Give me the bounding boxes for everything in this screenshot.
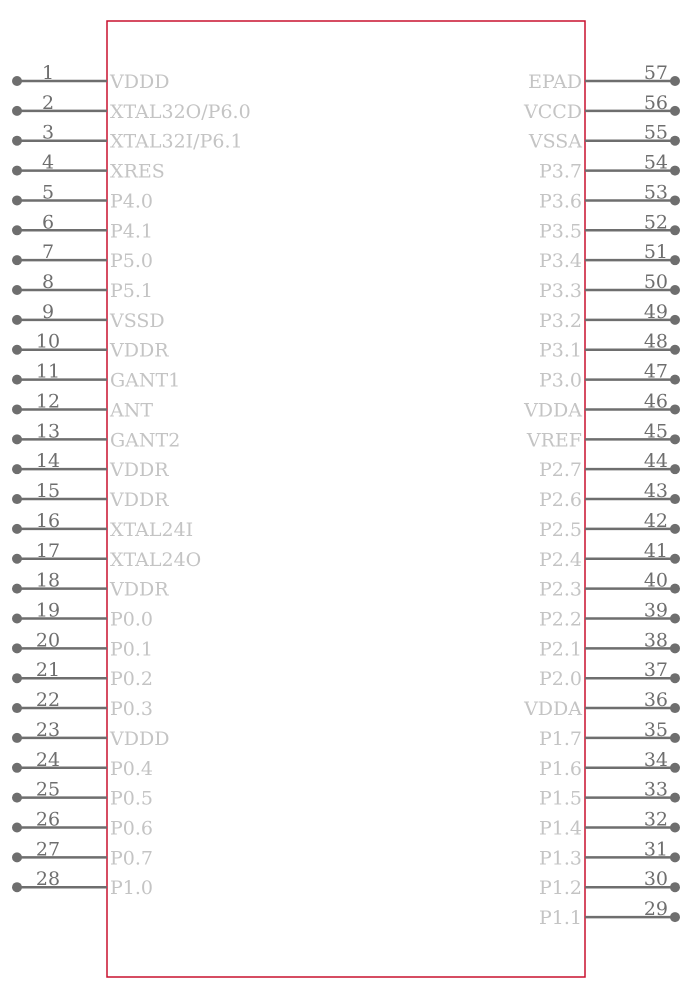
pin-27: [12, 838, 153, 869]
pin-connection-dot: [12, 643, 22, 653]
pin-connection-dot: [670, 195, 680, 205]
pin-number: 17: [35, 539, 61, 562]
pin-connection-dot: [670, 703, 680, 713]
pin-connection-dot: [12, 793, 22, 803]
pin-number: 8: [41, 271, 55, 294]
pin-number: 52: [643, 211, 668, 234]
pin-connection-dot: [12, 852, 22, 862]
pin-name-label: VDDD: [110, 71, 170, 93]
pin-number: 23: [35, 718, 61, 741]
pin-number: 33: [643, 778, 668, 801]
pin-3: [12, 122, 243, 153]
pin-connection-dot: [12, 733, 22, 743]
pin-46: [523, 390, 680, 421]
pin-name-label: XTAL24I: [110, 518, 194, 541]
pin-40: [539, 570, 680, 601]
pin-52: [539, 211, 680, 242]
pin-number: 46: [643, 390, 668, 413]
pin-name-label: P0.4: [110, 757, 154, 780]
pin-number: 44: [643, 450, 668, 473]
pin-name-label: P0.0: [110, 608, 154, 631]
pin-connection-dot: [670, 584, 680, 594]
pin-8: [12, 271, 153, 302]
pin-name-label: P0.6: [110, 817, 154, 840]
pin-31: [539, 838, 680, 869]
pin-name-label: GANT2: [110, 429, 181, 452]
pin-54: [539, 152, 680, 183]
pin-number: 19: [35, 599, 61, 622]
pin-number: 49: [643, 300, 668, 323]
pin-connection-dot: [670, 673, 680, 683]
pin-name-label: P4.1: [110, 220, 154, 243]
pin-connection-dot: [670, 524, 680, 534]
pin-name-label: P1.5: [538, 787, 582, 810]
pin-number: 15: [35, 480, 61, 503]
pin-43: [539, 480, 680, 511]
pin-name-label: P3.7: [538, 160, 582, 183]
pin-16: [12, 510, 193, 541]
pin-number: 21: [35, 659, 61, 682]
pin-connection-dot: [670, 733, 680, 743]
pin-name-label: P5.0: [110, 250, 154, 273]
pin-name-label: VDDR: [110, 459, 169, 482]
pin-21: [12, 659, 153, 690]
pin-13: [12, 420, 180, 451]
pin-connection-dot: [12, 823, 22, 833]
pin-20: [12, 629, 153, 660]
pin-number: 36: [643, 689, 668, 712]
pin-38: [539, 629, 680, 660]
pin-name-label: VREF: [526, 429, 582, 452]
pin-name-label: VDDR: [110, 339, 169, 362]
pin-number: 53: [643, 181, 668, 204]
pin-connection-dot: [670, 225, 680, 235]
pin-connection-dot: [670, 345, 680, 355]
pin-4: [12, 152, 165, 183]
pin-name-label: XRES: [110, 160, 165, 183]
pin-33: [539, 779, 680, 810]
pin-number: 41: [643, 539, 668, 562]
pin-name-label: EPAD: [528, 71, 582, 93]
pin-name-label: P3.0: [538, 369, 582, 392]
ic-body-outline: [107, 21, 585, 977]
pin-50: [539, 271, 680, 302]
pin-number: 48: [643, 330, 668, 353]
pin-name-label: P3.4: [538, 250, 582, 273]
pin-number: 42: [643, 509, 668, 532]
pin-number: 43: [643, 480, 668, 503]
pin-number: 29: [643, 898, 668, 921]
pin-connection-dot: [12, 404, 22, 414]
pin-number: 3: [41, 121, 55, 144]
pin-number: 37: [643, 659, 668, 682]
pin-number: 47: [643, 360, 668, 383]
pin-name-label: P1.7: [538, 727, 582, 750]
pin-number: 31: [643, 838, 668, 861]
pin-connection-dot: [12, 285, 22, 295]
pin-connection-dot: [12, 136, 22, 146]
pin-name-label: VSSA: [528, 130, 582, 153]
pin-19: [12, 599, 153, 630]
pin-name-label: P2.7: [538, 459, 582, 482]
pin-number: 54: [643, 151, 668, 174]
pin-name-label: P5.1: [110, 280, 154, 303]
pin-connection-dot: [670, 852, 680, 862]
pin-1: [12, 62, 169, 93]
pin-connection-dot: [670, 136, 680, 146]
pin-number: 56: [643, 91, 668, 114]
pin-connection-dot: [12, 613, 22, 623]
pin-connection-dot: [12, 225, 22, 235]
pin-number: 4: [41, 151, 55, 174]
pin-connection-dot: [670, 434, 680, 444]
pin-29: [539, 898, 680, 929]
pin-14: [12, 450, 169, 481]
pin-connection-dot: [12, 554, 22, 564]
pin-53: [539, 181, 680, 212]
pin-name-label: P3.2: [538, 309, 582, 332]
pin-connection-dot: [12, 166, 22, 176]
pin-connection-dot: [12, 195, 22, 205]
pin-connection-dot: [12, 106, 22, 116]
pin-number: 6: [41, 211, 55, 234]
pin-number: 14: [35, 450, 61, 473]
pin-connection-dot: [670, 793, 680, 803]
pin-name-label: VDDR: [110, 578, 169, 601]
pin-41: [539, 540, 680, 571]
pin-connection-dot: [670, 643, 680, 653]
pin-32: [539, 809, 680, 840]
pin-49: [539, 301, 680, 332]
pin-number: 27: [35, 838, 61, 861]
pin-connection-dot: [12, 315, 22, 325]
pin-name-label: P3.6: [538, 190, 582, 213]
pin-connection-dot: [12, 882, 22, 892]
pin-number: 26: [35, 808, 61, 831]
pin-number: 28: [35, 868, 61, 891]
pin-7: [12, 241, 153, 272]
pin-36: [523, 689, 680, 720]
pin-34: [539, 749, 680, 780]
pin-name-label: P2.1: [538, 638, 582, 661]
pin-name-label: P2.2: [538, 608, 582, 631]
pin-number: 50: [643, 271, 668, 294]
pin-number: 2: [41, 91, 55, 114]
pin-name-label: P1.0: [110, 877, 154, 900]
pin-connection-dot: [12, 673, 22, 683]
pin-45: [526, 420, 680, 451]
pin-connection-dot: [670, 315, 680, 325]
pin-number: 13: [35, 420, 61, 443]
pin-name-label: P0.2: [110, 668, 154, 691]
pin-connection-dot: [670, 823, 680, 833]
left-pin-column: [12, 62, 251, 899]
pin-connection-dot: [12, 345, 22, 355]
pin-number: 12: [35, 390, 61, 413]
pin-26: [12, 809, 153, 840]
pin-number: 39: [643, 599, 668, 622]
pin-number: 18: [35, 569, 61, 592]
pin-11: [12, 361, 180, 392]
pin-2: [12, 92, 251, 123]
pin-connection-dot: [670, 554, 680, 564]
pin-44: [539, 450, 680, 481]
pin-number: 25: [35, 778, 61, 801]
pin-connection-dot: [670, 882, 680, 892]
pin-connection-dot: [12, 494, 22, 504]
pin-connection-dot: [12, 584, 22, 594]
pin-number: 10: [35, 330, 61, 353]
pin-name-label: VDDR: [110, 489, 169, 512]
pin-name-label: ANT: [110, 399, 154, 422]
pin-name-label: P1.4: [538, 817, 582, 840]
pin-name-label: P0.1: [110, 638, 154, 661]
pin-name-label: XTAL32I/P6.1: [110, 130, 243, 153]
pin-name-label: P4.0: [110, 190, 154, 213]
pin-name-label: P3.3: [538, 280, 582, 303]
pin-connection-dot: [670, 375, 680, 385]
pin-connection-dot: [670, 912, 680, 922]
pin-name-label: P1.6: [538, 757, 582, 780]
pin-number: 11: [35, 360, 61, 383]
pin-number: 24: [35, 748, 61, 771]
pin-name-label: P3.1: [538, 339, 582, 362]
pin-51: [539, 241, 680, 272]
pin-name-label: VSSD: [110, 309, 165, 332]
pin-connection-dot: [670, 255, 680, 265]
pin-connection-dot: [670, 285, 680, 295]
pin-10: [12, 331, 169, 362]
pin-connection-dot: [12, 763, 22, 773]
pin-35: [539, 719, 680, 750]
pin-24: [12, 749, 153, 780]
pin-number: 32: [643, 808, 668, 831]
pin-connection-dot: [670, 166, 680, 176]
pin-37: [539, 659, 680, 690]
pin-connection-dot: [670, 494, 680, 504]
pin-39: [539, 599, 680, 630]
pin-connection-dot: [670, 106, 680, 116]
pin-connection-dot: [12, 76, 22, 86]
pin-name-label: VDDA: [524, 698, 582, 721]
pin-number: 9: [41, 300, 55, 323]
pin-18: [12, 570, 169, 601]
pin-name-label: P1.3: [538, 847, 582, 870]
pin-connection-dot: [12, 703, 22, 713]
pin-connection-dot: [12, 524, 22, 534]
pin-25: [12, 779, 153, 810]
pin-6: [12, 211, 153, 242]
pin-connection-dot: [12, 255, 22, 265]
pin-connection-dot: [670, 76, 680, 86]
pin-name-label: VDDD: [110, 727, 170, 750]
pin-56: [523, 92, 680, 123]
pin-number: 45: [643, 420, 668, 443]
pin-name-label: P0.5: [110, 787, 154, 810]
pin-number: 35: [643, 718, 668, 741]
pin-name-label: P1.2: [538, 877, 582, 900]
pin-name-label: XTAL24O: [110, 548, 202, 571]
pin-connection-dot: [670, 404, 680, 414]
pin-name-label: VDDA: [524, 399, 582, 422]
pin-name-label: GANT1: [110, 369, 181, 392]
pin-number: 51: [643, 241, 668, 264]
pin-name-label: P0.7: [110, 847, 154, 870]
pin-name-label: VCCD: [523, 100, 582, 123]
pin-name-label: P2.6: [538, 489, 582, 512]
pin-number: 1: [41, 62, 55, 84]
pin-name-label: P1.1: [538, 907, 582, 930]
pin-number: 20: [35, 629, 61, 652]
pin-name-label: P0.3: [110, 698, 154, 721]
pin-12: [12, 390, 153, 421]
pin-connection-dot: [670, 464, 680, 474]
pin-connection-dot: [670, 763, 680, 773]
pin-number: 38: [643, 629, 668, 652]
pin-23: [12, 719, 169, 750]
pin-connection-dot: [12, 464, 22, 474]
pin-number: 40: [643, 569, 668, 592]
pin-number: 16: [35, 509, 61, 532]
pin-9: [12, 301, 165, 332]
pin-name-label: XTAL32O/P6.0: [110, 100, 251, 123]
pin-47: [539, 361, 680, 392]
pin-57: [528, 62, 680, 93]
pin-5: [12, 181, 153, 212]
pin-48: [539, 331, 680, 362]
pin-name-label: P2.5: [538, 518, 582, 541]
pin-connection-dot: [12, 434, 22, 444]
pin-15: [12, 480, 169, 511]
pin-55: [528, 122, 680, 153]
pin-22: [12, 689, 153, 720]
pin-42: [539, 510, 680, 541]
pin-name-label: P2.4: [538, 548, 582, 571]
pin-number: 22: [35, 689, 61, 712]
pin-connection-dot: [670, 613, 680, 623]
pin-number: 7: [41, 241, 55, 264]
pin-30: [539, 868, 680, 899]
pin-28: [12, 868, 153, 899]
pin-name-label: P3.5: [538, 220, 582, 243]
pin-number: 34: [643, 748, 668, 771]
pin-number: 55: [643, 121, 668, 144]
pin-name-label: P2.3: [538, 578, 582, 601]
pin-number: 30: [643, 868, 668, 891]
pin-name-label: P2.0: [538, 668, 582, 691]
pin-number: 5: [41, 181, 55, 204]
pin-connection-dot: [12, 375, 22, 385]
pin-number: 57: [643, 62, 668, 84]
right-pin-column: [523, 62, 680, 929]
